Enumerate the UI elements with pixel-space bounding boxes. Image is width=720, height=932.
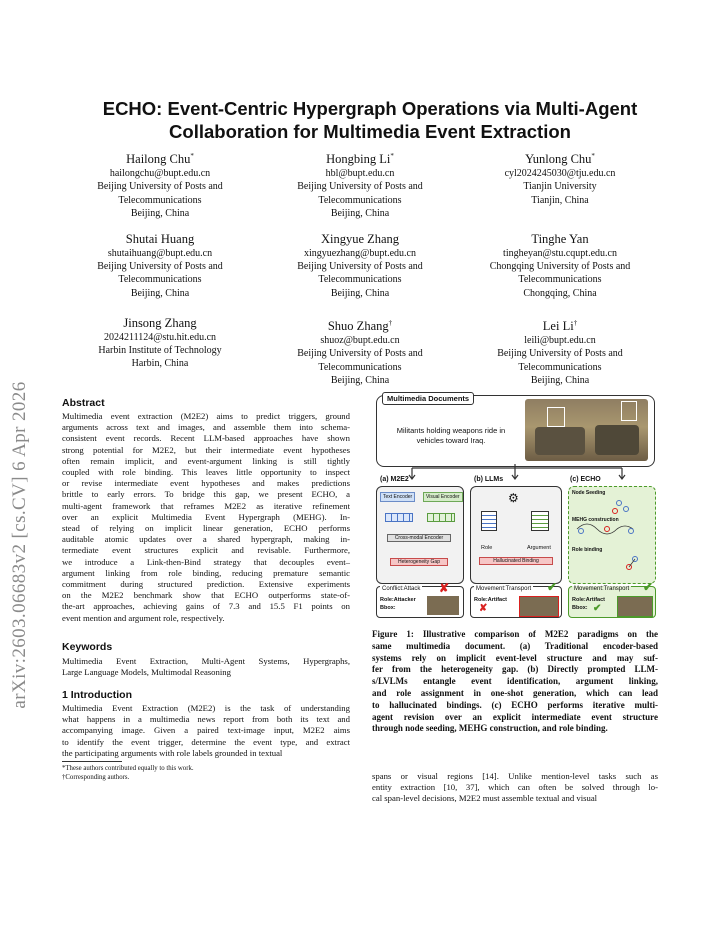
abstract-line: arguments across text and images, and assemble them into schema-: [62, 422, 350, 433]
author-entry: [65, 231, 255, 300]
author-affiliation-text: Harbin, China: [131, 358, 189, 370]
abstract-line: over an explicit Multimedia Event Hypergraph (MEHG). In-: [62, 511, 350, 522]
hypergraph-sketch: [569, 487, 655, 583]
author-affiliation-text: Telecommunications: [318, 274, 402, 286]
author-email-text: xingyuezhang@bupt.edu.cn: [304, 248, 416, 259]
author-name: [265, 315, 455, 334]
abstract-line: argument linking from role binding, reducing premature semantic: [62, 567, 350, 578]
right-column-line: spans or visual regions [14]. Unlike mention-level tasks such as: [372, 771, 658, 781]
author-location: [265, 207, 455, 220]
cross-modal-encoder-box: Cross-modal Encoder: [387, 534, 451, 542]
author-name-text: Shutai Huang: [125, 232, 195, 246]
author-affiliation-text: Telecommunications: [118, 274, 202, 286]
abstract-line: auditable atomic updates over a shared hypergraph, making in-: [62, 534, 350, 545]
abstract-line: consistent event records. Recent LLM-based approaches have shown: [62, 433, 350, 444]
heterogeneity-gap-box: Heterogeneity Gap: [390, 558, 448, 566]
footnote-corresponding: †Corresponding authors.: [62, 774, 130, 781]
bbox-marker: [547, 407, 565, 427]
document-icon: [481, 511, 497, 531]
author-affiliation: [65, 344, 255, 357]
abstract-line: Multimedia event extraction (M2E2) aims to predict triggers, ground: [62, 411, 350, 421]
footnote-rule: [62, 761, 122, 762]
author-location-text: Beijing, China: [130, 207, 190, 219]
author-location: [65, 287, 255, 300]
introduction-body: [62, 703, 350, 759]
author-location: [465, 374, 655, 387]
author-affiliation-text: Beijing University of Posts and: [97, 261, 223, 273]
author-mark: *: [390, 152, 394, 160]
llm-logo-icon: ⚙: [508, 491, 519, 505]
vehicle-shape: [595, 425, 639, 455]
document-photo: [525, 399, 648, 461]
paper-title-line-2: Collaboration for Multimedia Event Extraction: [169, 121, 571, 142]
footnote-equal-contribution: *These authors contributed equally to this work.: [62, 765, 194, 772]
author-location: [265, 374, 455, 387]
author-email-text: tingheyan@stu.cqupt.edu.cn: [503, 248, 617, 259]
distribution-arrows: [372, 464, 658, 480]
author-affiliation: [465, 361, 655, 374]
keywords-line: Multimedia Event Extraction, Multi-Agent Systems, Hypergraphs,: [62, 656, 350, 666]
author-email-text: shutaihuang@bupt.edu.cn: [107, 248, 213, 259]
document-label: Multimedia Documents: [382, 392, 474, 405]
incorrect-cross-icon: ✘: [479, 603, 488, 614]
panel-c-label: (c) ECHO: [570, 476, 601, 483]
author-affiliation: [265, 180, 455, 193]
author-affiliation-text: Tianjin University: [523, 181, 597, 193]
paper-title: [60, 97, 680, 143]
caption-line: to hallucinated bindings. (c) ECHO performs iterative multi-: [372, 699, 658, 710]
bbox-marker: [621, 401, 637, 421]
result-c: [568, 580, 656, 618]
correct-check-icon: ✔: [547, 580, 558, 594]
author-affiliation: [265, 260, 455, 273]
author-affiliation: [465, 260, 655, 273]
author-mark: *: [190, 152, 194, 160]
author-entry: [265, 148, 455, 220]
author-affiliation: [265, 347, 455, 360]
right-column-line: cal span-level decisions, M2E2 must assemble textual and visual: [372, 793, 598, 804]
author-affiliation: [465, 273, 655, 286]
introduction-heading: 1 Introduction: [62, 689, 132, 701]
caption-line: through node seeding, MEHG construction, and role binding.: [372, 723, 608, 734]
visual-token-grid: [427, 513, 455, 522]
author-email-text: shuoz@bupt.edu.cn: [320, 335, 400, 347]
result-a: [376, 581, 464, 618]
author-entry: [265, 231, 455, 300]
abstract-line: stead of relying on implicit linear generation, ECHO performs: [62, 523, 350, 534]
author-affiliation-text: Beijing University of Posts and: [297, 348, 423, 360]
argument-label: Argument: [527, 545, 551, 551]
author-affiliation: [465, 194, 655, 207]
author-affiliation-text: Beijing University of Posts and: [497, 348, 623, 360]
author-name: [465, 315, 655, 334]
right-column-line: entity extraction [10, 37], which can often be solved through lo-: [372, 782, 658, 793]
author-affiliation: [65, 357, 255, 370]
author-location-text: Beijing, China: [330, 207, 390, 219]
author-affiliation-text: Telecommunications: [318, 194, 402, 206]
result-c-crop: [617, 596, 653, 617]
author-affiliation-text: Telecommunications: [518, 361, 602, 373]
author-location: [65, 207, 255, 220]
author-entry: [65, 315, 255, 371]
result-b-event: Movement:Transport: [476, 586, 532, 592]
right-column-body: [372, 771, 658, 805]
result-a-crop: [427, 596, 459, 615]
text-token-grid: [385, 513, 413, 522]
author-name: [265, 148, 455, 167]
author-email[interactable]: [265, 167, 455, 180]
author-email-text: cyl2024245030@tju.edu.cn: [504, 168, 616, 180]
result-a-role: Role:Attacker: [380, 597, 416, 603]
abstract-line: coupled with role binding. This leaves little opportunity to inspect: [62, 467, 350, 478]
introduction-line: accompanying image. Given a paired text-image input, M2E2 aims: [62, 725, 350, 736]
panel-b-label: (b) LLMs: [474, 476, 504, 483]
author-email[interactable]: [65, 331, 255, 344]
panel-b-llms: [470, 486, 562, 584]
author-affiliation: [65, 194, 255, 207]
author-email[interactable]: [65, 247, 255, 260]
introduction-line: Multimedia Event Extraction (M2E2) is the task of understanding: [62, 703, 350, 713]
author-affiliation-text: Chongqing University of Posts and: [489, 261, 631, 273]
abstract-line: often remain implicit, and event-argument linking is still tightly: [62, 455, 350, 466]
author-email[interactable]: [265, 334, 455, 347]
arxiv-stamp-text: arXiv:2603.06683v2 [cs.CV] 6 Apr 2026: [9, 381, 30, 709]
author-affiliation: [265, 361, 455, 374]
role-label: Role: [481, 545, 493, 551]
result-a-event: Conflict:Attack: [382, 586, 421, 592]
result-c-role: Role:Artifact: [572, 597, 606, 603]
author-affiliation: [265, 194, 455, 207]
author-affiliation-text: Beijing University of Posts and: [97, 181, 223, 193]
caption-line: Figure 1: Illustrative comparison of M2E2 paradigms on the: [372, 629, 658, 639]
caption-line: and role assignment in one-shot generation, which can lead: [372, 687, 658, 698]
author-email[interactable]: [465, 334, 655, 347]
panel-a-label: (a) M2E2: [380, 476, 409, 483]
author-affiliation-text: Telecommunications: [118, 194, 202, 206]
author-location-text: Beijing, China: [330, 287, 390, 299]
author-name-text: Hongbing Li: [326, 152, 391, 167]
result-a-bbox: Bbox:: [380, 605, 396, 611]
author-email[interactable]: [465, 167, 655, 180]
abstract-line: termediate event structures explicit and revisable. Furthermore,: [62, 545, 350, 556]
abstract-line: we introduce a Link-then-Bind strategy that decouples event–: [62, 556, 350, 567]
result-b: [470, 580, 562, 618]
keywords-heading: Keywords: [62, 641, 113, 653]
author-location-text: Beijing, China: [330, 374, 390, 386]
author-location-text: Chongqing, China: [523, 287, 597, 299]
document-icon: [531, 511, 549, 531]
result-c-event: Movement:Transport: [574, 586, 630, 592]
author-email[interactable]: [265, 247, 455, 260]
abstract-line: brittle to early errors. To bridge this gap, we present ECHO, a: [62, 489, 350, 500]
role-binding-label: Role binding: [572, 547, 603, 553]
abstract-line: event mention and argument role, respectively.: [62, 612, 225, 623]
figure-caption: [372, 629, 658, 735]
author-affiliation: [65, 180, 255, 193]
abstract-line: or revise intermediate event hypotheses and makes predictions: [62, 478, 350, 489]
abstract-line: multi-agent framework that reframes M2E2 as iterative refinement: [62, 500, 350, 511]
correct-check-icon: ✔: [643, 580, 654, 594]
author-mark: †: [573, 319, 578, 327]
author-affiliation-text: Tianjin, China: [531, 194, 589, 206]
author-affiliation: [465, 347, 655, 360]
author-email-text: 2024211124@stu.hit.edu.cn: [103, 332, 217, 343]
caption-line: s/LVLMs entangle event identification, argument linking,: [372, 676, 658, 687]
abstract-line: the-art approaches, achieving gains of 7.3 and 15.5 F1 points on: [62, 601, 350, 612]
author-affiliation-text: Beijing University of Posts and: [297, 181, 423, 193]
keywords-body: [62, 656, 350, 678]
author-name-text: Jinsong Zhang: [123, 316, 197, 330]
document-text-line-2: vehicles toward Iraq.: [416, 436, 486, 445]
author-mark: †: [388, 319, 393, 327]
author-email-text: leili@bupt.edu.cn: [524, 335, 596, 347]
introduction-line: what happens in a multimedia news report from both its text and: [62, 714, 350, 725]
abstract-line: strong potential for M2E2, but their intermediate event hypotheses: [62, 444, 350, 455]
author-name-text: Hailong Chu: [126, 152, 191, 167]
author-email[interactable]: [65, 167, 255, 180]
caption-line: fer from the heterogeneity gap. (b) Directly prompted LLM-: [372, 664, 658, 675]
author-name-text: Yunlong Chu: [525, 152, 592, 167]
author-affiliation: [65, 260, 255, 273]
author-affiliation: [265, 273, 455, 286]
paper-title-line-1: ECHO: Event-Centric Hypergraph Operations via Multi-Agent: [102, 98, 638, 119]
visual-encoder-box: Visual Encoder: [423, 492, 463, 502]
author-name-text: Xingyue Zhang: [320, 232, 400, 246]
author-email-text: hailongchu@bupt.edu.cn: [109, 168, 211, 180]
introduction-line: the participating arguments with role labels grounded in textual: [62, 747, 283, 758]
author-location: [265, 287, 455, 300]
mehg-construction-label: MEHG construction: [572, 517, 619, 523]
author-affiliation-text: Beijing University of Posts and: [297, 261, 423, 273]
text-encoder-box: Text Encoder: [380, 492, 415, 502]
author-name-text: Lei Li: [542, 319, 574, 334]
author-name-text: Tinghe Yan: [531, 232, 589, 246]
document-text-line-1: Militants holding weapons ride in: [396, 426, 506, 435]
author-email[interactable]: [465, 247, 655, 260]
correct-check-icon: ✔: [593, 603, 602, 614]
author-entry: [465, 315, 655, 387]
author-name: [65, 148, 255, 167]
author-location-text: Beijing, China: [530, 374, 590, 386]
result-b-role: Role:Artifact: [474, 597, 508, 603]
author-mark: *: [591, 152, 595, 160]
author-name: [465, 231, 655, 247]
author-affiliation-text: Telecommunications: [518, 274, 602, 286]
author-name: [465, 148, 655, 167]
author-affiliation-text: Telecommunications: [318, 361, 402, 373]
caption-line: same multimedia document. (a) Traditional encoder-based: [372, 640, 658, 651]
author-entry: [465, 148, 655, 207]
author-location-text: Beijing, China: [130, 287, 190, 299]
author-entry: [265, 315, 455, 387]
result-c-bbox: Bbox:: [572, 605, 588, 611]
caption-line: agent revision over an explicit intermediate event structure: [372, 711, 658, 722]
abstract-line: on the M2E2 benchmark show that ECHO outperforms state-of-: [62, 590, 350, 601]
caption-line: systems rely on implicit event-level structure and may suf-: [372, 652, 658, 663]
author-name: [265, 231, 455, 247]
author-location: [465, 287, 655, 300]
node-seeding-label: Node Seeding: [572, 490, 606, 496]
author-name: [65, 315, 255, 331]
figure-1: [372, 394, 658, 618]
author-affiliation: [65, 273, 255, 286]
keywords-line: Large Language Models, Multimodal Reasoning: [62, 667, 231, 678]
document-text: [382, 426, 520, 446]
abstract-body: [62, 411, 350, 624]
abstract-heading: Abstract: [62, 397, 105, 409]
author-email-text: hbl@bupt.edu.cn: [325, 168, 395, 180]
abstract-line: commitment during structured prediction. Extensive experiments: [62, 579, 350, 590]
author-entry: [65, 148, 255, 220]
author-name: [65, 231, 255, 247]
hallucinated-binding-box: Hallucinated Binding: [479, 557, 553, 565]
panel-c-echo: [568, 486, 656, 584]
introduction-line: to identify the event trigger, determine the event type, and extract: [62, 736, 350, 747]
author-name-text: Shuo Zhang: [327, 319, 389, 334]
vehicle-shape: [535, 427, 585, 455]
panel-a-m2e2: [376, 486, 464, 584]
incorrect-cross-icon: ✘: [439, 581, 450, 595]
author-entry: [465, 231, 655, 300]
author-affiliation-text: Harbin Institute of Technology: [98, 345, 222, 357]
author-affiliation: [465, 180, 655, 193]
result-b-crop: [519, 596, 559, 617]
